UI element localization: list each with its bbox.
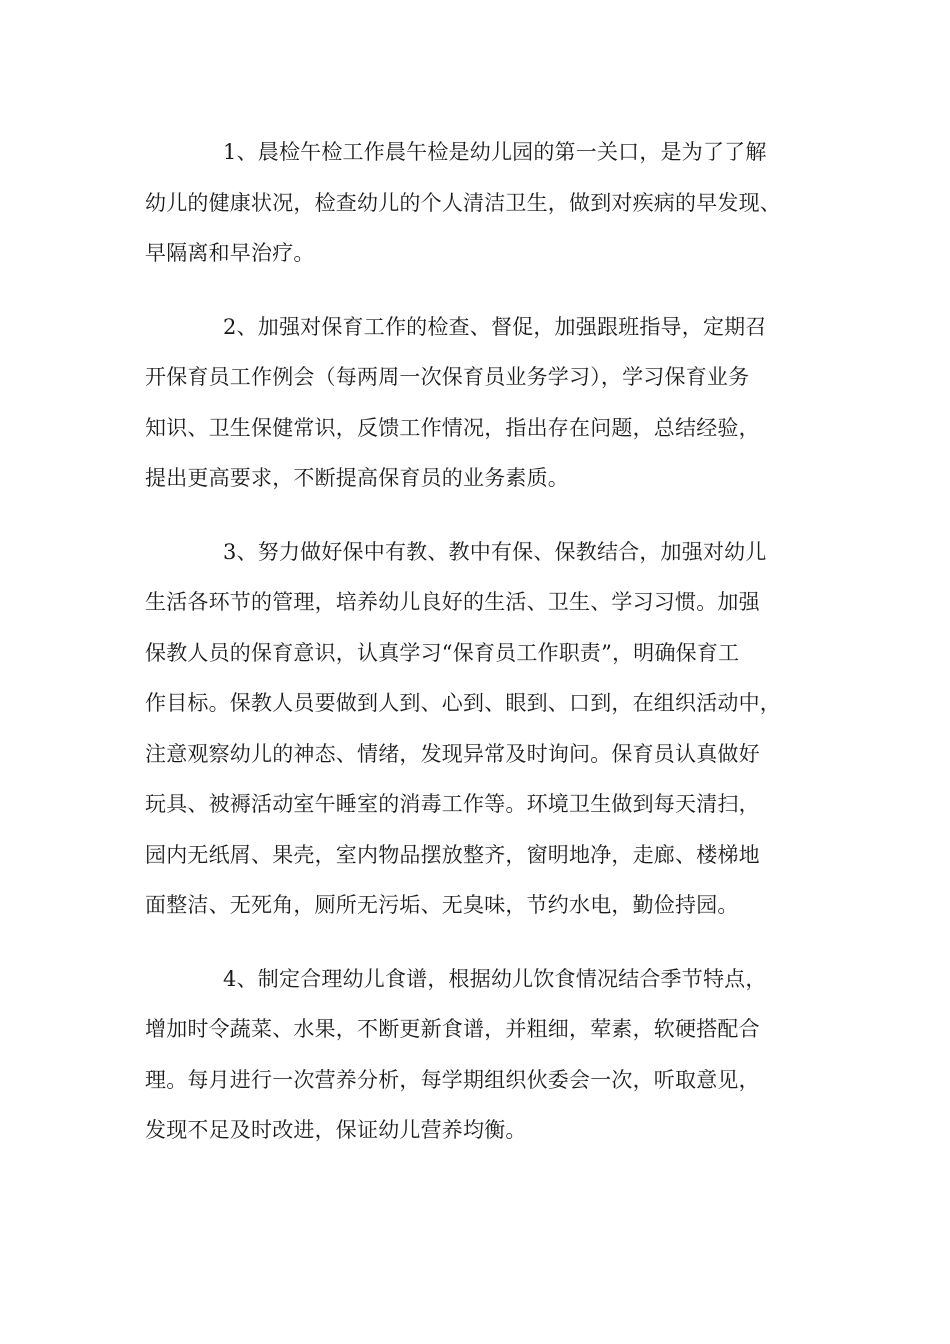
paragraph-line: 1、晨检午检工作晨午检是幼儿园的第一关口，是为了了解: [223, 140, 767, 164]
paragraph-line: 玩具、被褥活动室午睡室的消毒工作等。环境卫生做到每天清扫，: [145, 792, 760, 816]
paragraph-line: 注意观察幼儿的神态、情绪，发现异常及时询问。保育员认真做好: [145, 741, 760, 766]
paragraph-3: [145, 527, 805, 931]
paragraph-1: [145, 127, 805, 279]
document-body: [145, 127, 805, 1156]
paragraph-line: 作目标。保教人员要做到人到、心到、眼到、口到，在组织活动中，: [145, 691, 781, 715]
paragraph-line: 理。每月进行一次营养分析，每学期组织伙委会一次，听取意见，: [145, 1067, 760, 1092]
paragraph-line: 保教人员的保育意识，认真学习“保育员工作职责”，明确保育工: [145, 640, 740, 665]
paragraph-spacer: [145, 504, 805, 527]
paragraph-spacer: [145, 279, 805, 302]
paragraph-line: 面整洁、无死角，厕所无污垢、无臭味，节约水电，勤俭持园。: [145, 893, 739, 917]
paragraph-line: 3、努力做好保中有教、教中有保、保教结合，加强对幼儿: [223, 539, 767, 564]
paragraph-2: [145, 302, 805, 504]
paragraph-spacer: [145, 931, 805, 954]
paragraph-line: 幼儿的健康状况，检查幼儿的个人清洁卫生，做到对疾病的早发现、: [145, 190, 781, 215]
paragraph-4: [145, 954, 805, 1156]
paragraph-line: 发现不足及时改进，保证幼儿营养均衡。: [145, 1118, 527, 1142]
paragraph-line: 增加时令蔬菜、水果，不断更新食谱，并粗细，荤素，软硬搭配合: [145, 1017, 760, 1041]
paragraph-line: 4、制定合理幼儿食谱，根据幼儿饮食情况结合季节特点，: [223, 966, 767, 991]
paragraph-line: 提出更高要求，不断提高保育员的业务素质。: [145, 466, 569, 490]
paragraph-line: 早隔离和早治疗。: [145, 241, 315, 265]
paragraph-line: 开保育员工作例会（每两周一次保育员业务学习），学习保育业务: [145, 365, 750, 389]
paragraph-line: 知识、卫生保健常识，反馈工作情况，指出存在问题，总结经验，: [145, 415, 760, 440]
paragraph-line: 2、加强对保育工作的检查、督促，加强跟班指导，定期召: [223, 314, 767, 339]
paragraph-line: 园内无纸屑、果壳，室内物品摆放整齐，窗明地净，走廊、楼梯地: [145, 842, 760, 867]
paragraph-line: 生活各环节的管理，培养幼儿良好的生活、卫生、学习习惯。加强: [145, 590, 760, 614]
